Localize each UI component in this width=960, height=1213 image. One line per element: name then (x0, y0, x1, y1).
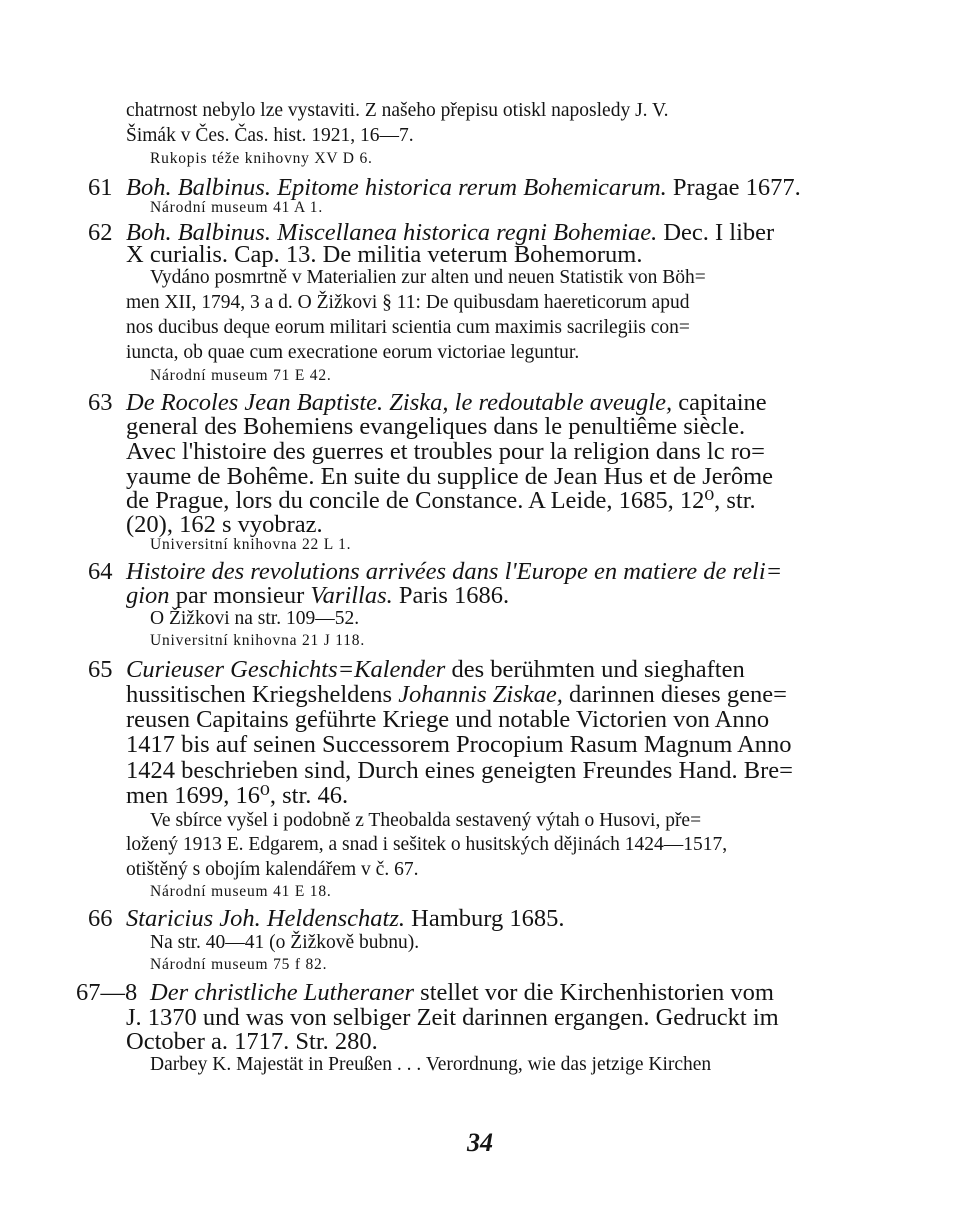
entry-67-title: Der christliche Lutheraner (150, 979, 415, 1006)
entry-64-imprint: Paris 1686. (392, 582, 510, 609)
entry-67-note-1: Darbey K. Majestät in Preußen . . . Verordnung, wie das jetzige Kirchen (150, 1054, 712, 1075)
entry-62-line-2: X curialis. Cap. 13. De militia veterum Bohemorum. (126, 241, 643, 268)
entry-63-line-6: (20), 162 s vyobraz. (126, 511, 323, 538)
entry-65-line-4: 1417 bis auf seinen Successorem Procopium Rasum Magnum Anno (126, 731, 792, 758)
entry-62-note-2: men XII, 1794, 3 a d. O Žižkovi § 11: De quibusdam haereticorum apud (126, 292, 690, 313)
entry-67-line-2: J. 1370 und was von selbiger Zeit darinnen ergangen. Gedruckt im (126, 1004, 779, 1031)
entry-66-imprint: Hamburg 1685. (405, 905, 565, 932)
entry-number-62: 62 (88, 219, 113, 246)
entry-63-line-3: Avec l'histoire des guerres et troubles pour la religion dans lc ro= (126, 438, 765, 465)
entry-number-64: 64 (88, 558, 113, 585)
entry-65-line-1 (126, 658, 745, 683)
entry-63-location: Universitní knihovna 22 L 1. (150, 536, 352, 553)
entry-61-title: Boh. Balbinus. Epitome historica rerum Bohemicarum. (126, 174, 667, 201)
entry-63-line-1 (126, 391, 767, 416)
entry-61-location: Národní museum 41 A 1. (150, 199, 324, 216)
entry-65-line-2-b: darinnen dieses gene= (562, 681, 787, 708)
page-number: 34 (467, 1128, 493, 1157)
continuation-location: Rukopis téže knihovny XV D 6. (150, 150, 373, 167)
entry-65-line-3: reusen Capitains geführte Kriege und notable Victorien von Anno (126, 706, 770, 733)
entry-63-line-2: general des Bohemiens evangeliques dans le penultiême siècle. (126, 413, 746, 440)
entry-64-author: Varillas. (310, 582, 393, 609)
entry-63-line-1-rest: capitaine (672, 389, 767, 416)
entry-64-by: par monsieur (169, 582, 311, 609)
entry-63-line-5: de Prague, lors du concile de Constance. A Leide, 1685, 12⁰, str. (126, 487, 756, 514)
entry-62-line-1-rest: Dec. I liber (657, 219, 775, 246)
entry-61-imprint: Pragae 1677. (666, 174, 801, 201)
entry-65-note-1: Ve sbírce vyšel i podobně z Theobalda sestavený výtah o Husovi, pře= (150, 810, 702, 831)
entry-62-location: Národní museum 71 E 42. (150, 367, 332, 384)
entry-65-line-5: 1424 beschrieben sind, Durch eines geneigten Freundes Hand. Bre= (126, 757, 793, 784)
entry-67-line-3: October a. 1717. Str. 280. (126, 1028, 378, 1055)
entry-64-title: Histoire des revolutions arrivées dans l'Europe en matiere de reli= (126, 558, 783, 585)
entry-63-title: De Rocoles Jean Baptiste. Ziska, le redoutable aveugle, (126, 389, 673, 416)
entry-66-location: Národní museum 75 f 82. (150, 956, 328, 973)
entry-62-note-3: nos ducibus deque eorum militari scientia cum maximis sacrilegiis con= (126, 317, 690, 338)
entry-61-line-1 (126, 176, 801, 201)
continuation-line-1: chatrnost nebylo lze vystaviti. Z našeho přepisu otiskl naposledy J. V. (126, 100, 669, 121)
entry-number-67-8: 67—8 (76, 979, 138, 1006)
entry-number-66: 66 (88, 905, 113, 932)
entry-65-line-2-a: hussitischen Kriegsheldens (126, 681, 399, 708)
entry-64-line-2 (126, 584, 509, 609)
entry-64-note: O Žižkovi na str. 109—52. (150, 608, 360, 629)
entry-63-line-4: yaume de Bohême. En suite du supplice de Jean Hus et de Jerôme (126, 463, 774, 490)
entry-66-title: Staricius Joh. Heldenschatz. (126, 905, 405, 932)
entry-64-location: Universitní knihovna 21 J 118. (150, 632, 366, 649)
entry-65-line-6: men 1699, 16⁰, str. 46. (126, 782, 349, 809)
entry-number-63: 63 (88, 389, 113, 416)
entry-65-line-2 (126, 683, 787, 708)
entry-65-note-3: otištěný s obojím kalendářem v č. 67. (126, 859, 419, 880)
entry-62-note-1: Vydáno posmrtně v Materialien zur alten und neuen Statistik von Böh= (150, 267, 706, 288)
entry-65-note-2: ložený 1913 E. Edgarem, a snad i sešitek o husitských dějinách 1424—1517, (126, 834, 728, 855)
entry-64-title-end: gion (126, 582, 170, 609)
entry-65-location: Národní museum 41 E 18. (150, 883, 332, 900)
entry-65-line-1-rest: des berühmten und sieghaften (445, 656, 745, 683)
entry-66-line-1 (126, 907, 564, 932)
entry-number-61: 61 (88, 174, 113, 201)
entry-67-line-1 (150, 981, 774, 1006)
entry-number-65: 65 (88, 656, 113, 683)
entry-67-line-1-rest: stellet vor die Kirchenhistorien vom (414, 979, 774, 1006)
entry-65-title: Curieuser Geschichts=Kalender (126, 656, 446, 683)
entry-66-note: Na str. 40—41 (o Žižkově bubnu). (150, 932, 420, 953)
entry-65-name: Johannis Ziskae, (398, 681, 563, 708)
entry-62-title: Boh. Balbinus. Miscellanea historica regni Bohemiae. (126, 219, 658, 246)
entry-62-note-4: iuncta, ob quae cum execratione eorum victoriae leguntur. (126, 342, 580, 363)
continuation-line-2: Šimák v Čes. Čas. hist. 1921, 16—7. (126, 125, 414, 146)
